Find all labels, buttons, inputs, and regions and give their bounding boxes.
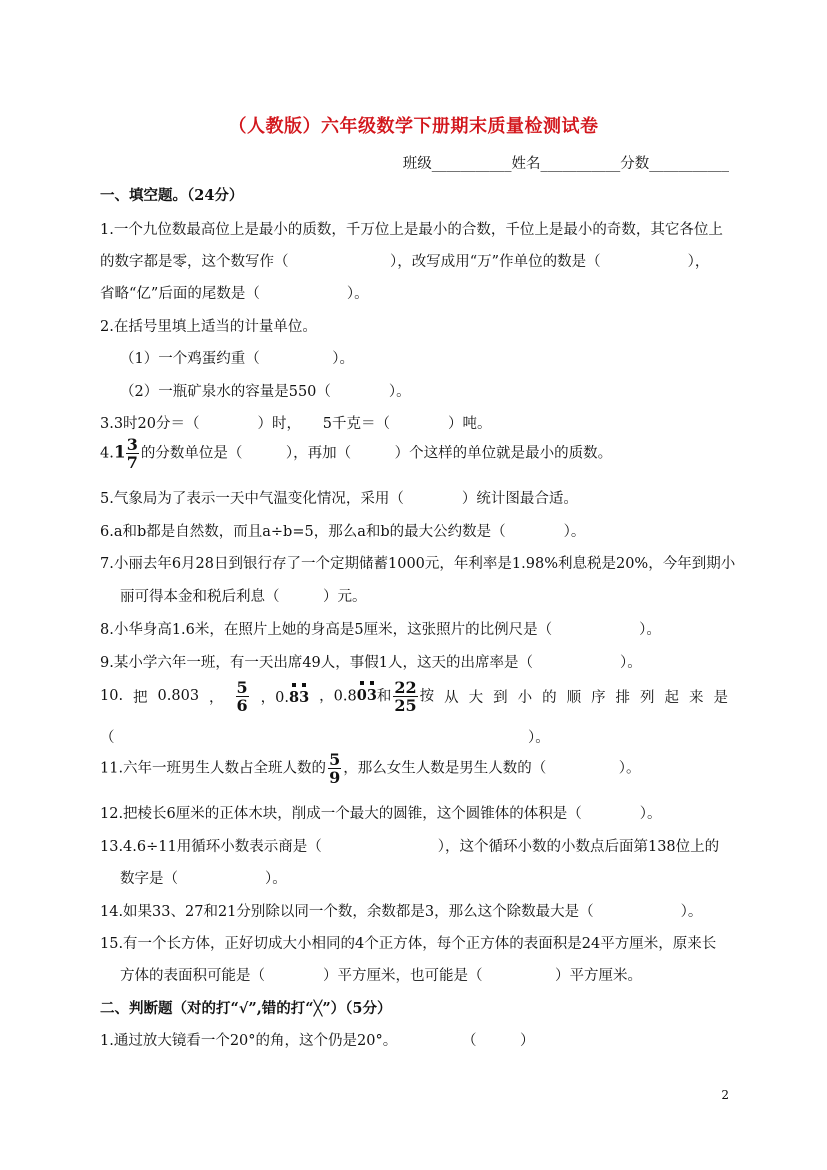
conjunction: 和: [376, 688, 392, 704]
question-7-line-1: 7.小丽去年6月28日到银行存了一个定期储蓄1000元，年利率是1.98%利息税是20%，今年到期小: [100, 556, 736, 572]
fraction-denominator: 25: [394, 695, 417, 715]
mixed-number-fraction: [126, 436, 139, 471]
judge-question-1-answer-box: （ ）: [462, 1033, 535, 1049]
question-4-text: 的分数单位是（ ），再加（ ）个这样的单位就是最小的质数。: [140, 445, 613, 462]
question-1-line-2: 的数字都是零，这个数写作（ ），改写成用“万”作单位的数是（ ），: [100, 254, 710, 270]
page-number: 2: [721, 1088, 729, 1102]
mixed-number-whole: 1: [113, 442, 126, 463]
repeating-digit: 0: [356, 687, 367, 704]
question-6: 6.a和b都是自然数，而且a÷b=5，那么a和b的最大公约数是（ ）。: [100, 524, 586, 540]
question-14: 14.如果33、27和21分别除以同一个数，余数都是3，那么这个除数最大是（ ）。: [100, 904, 703, 920]
question-15-line-2: 方体的表面积可能是（ ）平方厘米，也可能是（ ）平方厘米。: [120, 968, 642, 984]
fraction-numerator: 5: [329, 750, 341, 769]
separator-comma: ，: [319, 688, 334, 704]
repeating-digit: 3: [366, 687, 377, 704]
question-5: 5.气象局为了表示一天中气温变化情况，采用（ ）统计图最合适。: [100, 491, 578, 507]
question-1-line-1: 1.一个九位数最高位上是最小的质数，千万位上是最小的合数，千位上是最小的奇数，其它各位上: [100, 222, 723, 238]
question-10-char: 的: [542, 689, 557, 706]
fraction-numerator: 22: [394, 677, 417, 697]
question-2-sub-2: （2）一瓶矿泉水的容量是550（ ）。: [120, 384, 411, 400]
question-11: [100, 751, 640, 786]
page-title: （人教版）六年级数学下册期末质量检测试卷: [228, 116, 599, 137]
question-9: 9.某小学六年一班，有一天出席49人，事假1人，这天的出席率是（ ）。: [100, 655, 642, 671]
question-2-line-1: 2.在括号里填上适当的计量单位。: [100, 319, 317, 335]
question-12: 12.把棱长6厘米的正体木块，削成一个最大的圆锥，这个圆锥体的体积是（ ）。: [100, 806, 662, 822]
question-13-line-1: 13.4.6÷11用循环小数表示商是（ ），这个循环小数的小数点后面第138位上的: [100, 839, 720, 855]
question-11-text: 11.六年一班男生人数占全班人数的: [100, 760, 327, 777]
question-4: [100, 436, 612, 471]
repeating-digit: 8: [288, 688, 300, 706]
decimal-prefix: 0.8: [333, 688, 357, 704]
question-10-char: 大: [468, 689, 484, 706]
question-10-char: 从: [444, 689, 459, 706]
question-10-char: 顺: [566, 689, 582, 706]
question-10-line-2-close: ）。: [528, 730, 550, 746]
value-0-803: 0.803: [157, 688, 200, 704]
judge-question-1: 1.通过放大镜看一个20°的角，这个仍是20°。: [100, 1033, 398, 1049]
question-10-char: 序: [591, 689, 606, 706]
question-4-number: 4.: [100, 445, 114, 462]
question-10-line-2-open: （: [100, 730, 115, 746]
question-10-char: 按: [419, 688, 435, 704]
question-10-word: 把: [133, 689, 148, 706]
decimal-prefix: 0.: [275, 689, 289, 706]
question-10-number: 10.: [100, 688, 124, 704]
fraction-5-6: [236, 679, 249, 714]
question-11-text-end: ，那么女生人数是男生人数的（ ）。: [343, 760, 641, 777]
question-10-char: 到: [493, 689, 508, 706]
question-13-line-2: 数字是（ ）。: [120, 871, 287, 887]
fraction-numerator: 3: [126, 435, 138, 454]
separator-comma: ，: [260, 689, 276, 706]
question-10-char: 来: [689, 689, 704, 706]
question-1-line-3: 省略“亿”后面的尾数是（ ）。: [100, 286, 369, 302]
fraction-22-25: [393, 679, 417, 714]
fraction-denominator: 7: [126, 453, 138, 472]
question-10-char: 起: [664, 689, 680, 706]
fraction-5-9: [328, 751, 341, 786]
section-fill-in-heading: 一、填空题。（24分）: [100, 187, 244, 204]
repeating-decimal-2: [319, 679, 434, 714]
question-10-char: 排: [615, 689, 631, 706]
fraction-denominator: 9: [329, 768, 341, 787]
student-info-line: 班级___________姓名___________分数___________: [402, 156, 729, 172]
fraction-denominator: 6: [236, 695, 248, 715]
repeating-decimal-1: [261, 686, 310, 707]
question-2-sub-1: （1）一个鸡蛋约重（ ）。: [120, 351, 354, 367]
separator-comma: ，: [209, 689, 224, 706]
section-true-false-heading: 二、判断题（对的打“√”,错的打“╳”）（5分）: [100, 1000, 392, 1017]
question-7-line-2: 丽可得本金和税后利息（ ）元。: [120, 589, 367, 605]
fraction-numerator: 5: [236, 677, 248, 697]
question-10-line-1: [100, 676, 728, 716]
question-15-line-1: 15.有一个长方体，正好切成大小相同的4个正方体，每个正方体的表面积是24平方厘米，原来长: [100, 936, 717, 952]
question-10-char: 是: [713, 689, 728, 706]
question-8: 8.小华身高1.6米，在照片上她的身高是5厘米，这张照片的比例尺是（ ）。: [100, 622, 661, 638]
repeating-digit: 3: [299, 688, 310, 706]
question-3: 3.3时20分＝（ ）时， 5千克＝（ ）吨。: [100, 416, 492, 432]
question-10-char: 列: [640, 689, 655, 706]
question-10-char: 小: [517, 689, 533, 706]
